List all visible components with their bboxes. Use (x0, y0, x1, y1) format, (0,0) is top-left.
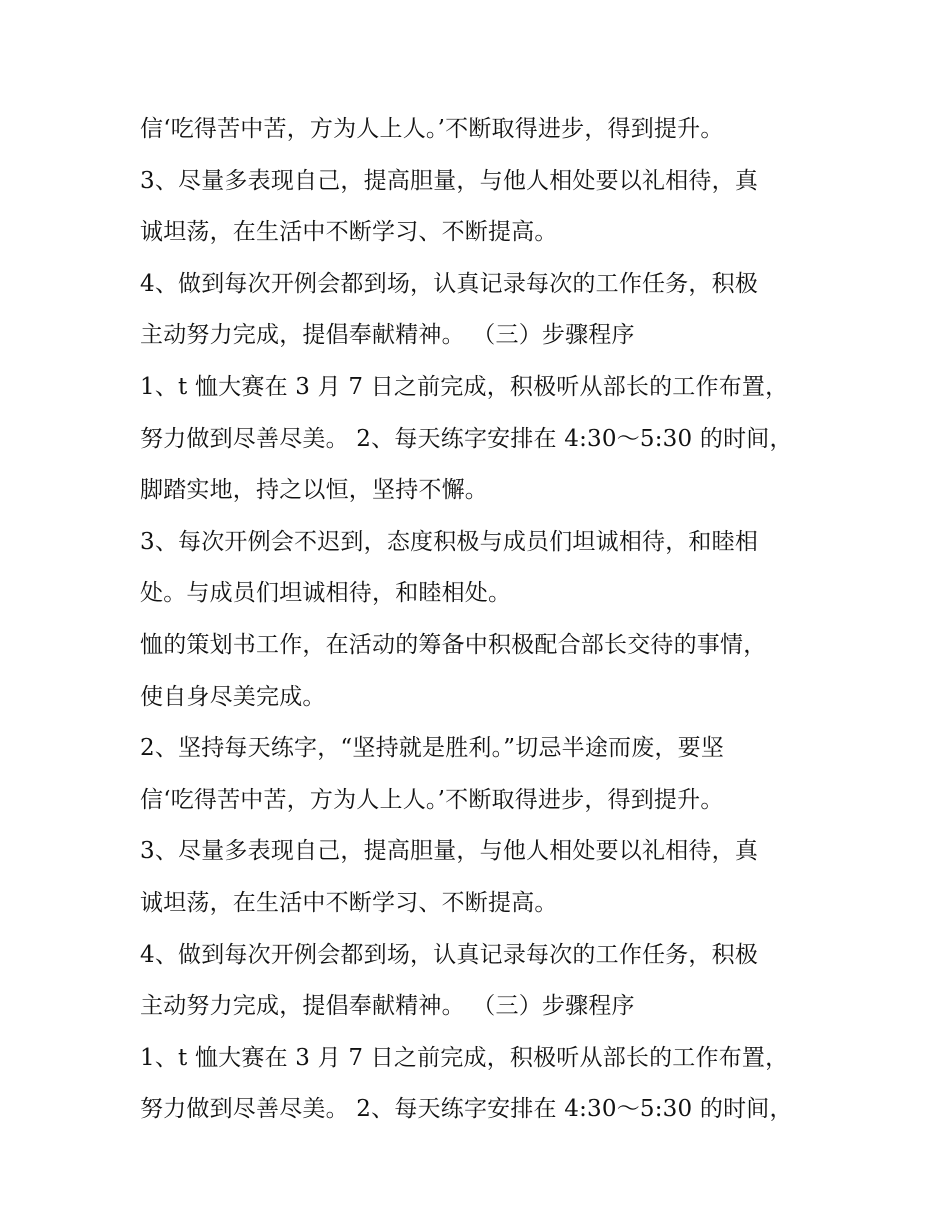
text-line-12: 使自身尽美完成。 (140, 683, 326, 710)
text-line-2: 3、尽量多表现自己，提高胆量，与他人相处要以礼相待，真 (140, 167, 759, 194)
text-line-17: 4、做到每次开例会都到场，认真记录每次的工作任务，积极 (140, 941, 759, 968)
text-line-6: 1、t 恤大赛在 3 月 7 日之前完成，积极听从部长的工作布置， (140, 373, 789, 400)
text-line-11: 恤的策划书工作，在活动的筹备中积极配合部长交待的事情， (140, 631, 767, 658)
document-body (140, 104, 830, 1136)
text-line-9: 3、每次开例会不迟到，态度积极与成员们坦诚相待，和睦相 (140, 528, 759, 555)
text-line-20: 努力做到尽善尽美。 2、每天练字安排在 4:30～5:30 的时间， (140, 1096, 793, 1123)
text-line-13: 2、坚持每天练字，“坚持就是胜利。”切忌半途而废，要坚 (140, 735, 725, 762)
text-line-8: 脚踏实地，持之以恒，坚持不懈。 (140, 477, 488, 504)
text-line-18: 主动努力完成，提倡奉献精神。 （三）步骤程序 (140, 993, 635, 1020)
text-line-7: 努力做到尽善尽美。 2、每天练字安排在 4:30～5:30 的时间， (140, 425, 793, 452)
text-line-3: 诚坦荡，在生活中不断学习、不断提高。 (140, 219, 558, 246)
text-line-19: 1、t 恤大赛在 3 月 7 日之前完成，积极听从部长的工作布置， (140, 1044, 789, 1071)
text-line-15: 3、尽量多表现自己，提高胆量，与他人相处要以礼相待，真 (140, 838, 759, 865)
text-line-5: 主动努力完成，提倡奉献精神。 （三）步骤程序 (140, 322, 635, 349)
text-line-4: 4、做到每次开例会都到场，认真记录每次的工作任务，积极 (140, 270, 759, 297)
text-line-14: 信‘吃得苦中苦，方为人上人。’不断取得进步，得到提升。 (140, 786, 724, 813)
text-line-1: 信‘吃得苦中苦，方为人上人。’不断取得进步，得到提升。 (140, 116, 724, 142)
text-line-10: 处。与成员们坦诚相待，和睦相处。 (140, 580, 512, 607)
text-line-16: 诚坦荡，在生活中不断学习、不断提高。 (140, 889, 558, 916)
